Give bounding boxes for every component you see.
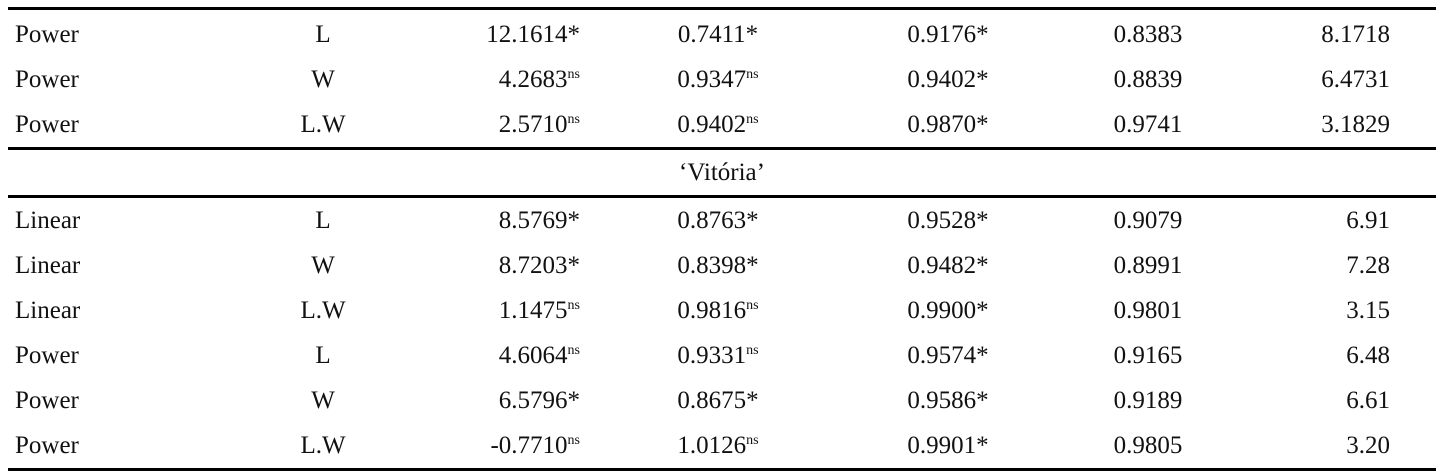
r-cell-value: 0.9482* (907, 252, 989, 279)
coef-a-cell-value: -0.7710 (490, 432, 568, 459)
r-cell (878, 243, 1018, 288)
coef-b-cell-value: 0.9402 (677, 111, 747, 138)
cv-cell-value: 6.48 (1346, 342, 1390, 369)
coef-b-cell (648, 423, 788, 468)
r-cell-value: 0.9586* (907, 387, 989, 414)
coef-a-cell (499, 243, 580, 288)
model-cell (15, 198, 80, 243)
r2-cell-value: 0.9079 (1113, 207, 1183, 234)
model-cell (15, 423, 79, 468)
coef-b-cell-value: 0.8763 (677, 207, 747, 234)
r-cell (878, 423, 1018, 468)
r-cell-value: 0.9528* (907, 207, 989, 234)
cv-cell-value: 6.61 (1346, 387, 1390, 414)
section-2-body (8, 198, 1436, 468)
coef-a-cell-significance: ns (567, 343, 580, 358)
variable-cell (298, 198, 348, 243)
r2-cell (1078, 198, 1218, 243)
coef-b-cell-significance: * (746, 207, 759, 234)
r-cell (878, 12, 1018, 57)
r-cell (878, 288, 1018, 333)
coef-b-cell (648, 288, 788, 333)
coef-b-cell-significance: ns (746, 343, 759, 358)
coef-a-cell-value: 4.2683 (498, 66, 568, 93)
coef-b-cell-significance: ns (746, 298, 759, 313)
coef-a-cell (499, 57, 580, 102)
cv-cell-value: 7.28 (1346, 252, 1390, 279)
coef-a-cell (499, 288, 580, 333)
model-cell (15, 12, 79, 57)
model-cell-value: Power (15, 432, 79, 459)
coef-a-cell-significance: ns (567, 112, 580, 127)
r2-cell-value: 0.8839 (1113, 66, 1183, 93)
model-cell-value: Power (15, 342, 79, 369)
section-1-body (8, 12, 1436, 147)
variable-cell-value: L (315, 207, 331, 234)
table-row (8, 12, 1436, 57)
table-row (8, 378, 1436, 423)
r-cell (878, 378, 1018, 423)
r2-cell (1078, 378, 1218, 423)
r-cell-value: 0.9402* (907, 66, 989, 93)
variable-cell-value: L.W (300, 111, 346, 138)
cultivar-label: ‘Vitória’ (679, 159, 765, 186)
r-cell-value: 0.9901* (907, 432, 989, 459)
cultivar-heading (8, 150, 1436, 195)
cv-cell-value: 3.1829 (1321, 111, 1390, 138)
table-row (8, 243, 1436, 288)
coef-b-cell (648, 198, 788, 243)
variable-cell-value: W (311, 387, 335, 414)
coef-a-cell-value: 12.1614 (486, 21, 568, 48)
variable-cell-value: L.W (300, 432, 346, 459)
table-row (8, 333, 1436, 378)
r2-cell-value: 0.8991 (1113, 252, 1183, 279)
variable-cell-value: W (311, 252, 335, 279)
r-cell (878, 333, 1018, 378)
cv-cell (1321, 102, 1390, 147)
regression-table (8, 0, 1436, 471)
variable-cell (298, 333, 348, 378)
variable-cell-value: L (315, 21, 331, 48)
r2-cell (1078, 12, 1218, 57)
coef-b-cell (648, 12, 788, 57)
coef-a-cell-significance: * (567, 252, 580, 279)
cv-cell-value: 3.15 (1346, 297, 1390, 324)
coef-b-cell (648, 243, 788, 288)
coef-a-cell-significance: ns (567, 67, 580, 82)
r2-cell (1078, 333, 1218, 378)
coef-a-cell (499, 333, 580, 378)
table-row (8, 288, 1436, 333)
r-cell-value: 0.9870* (907, 111, 989, 138)
coef-a-cell (499, 198, 580, 243)
r2-cell (1078, 423, 1218, 468)
coef-a-cell-value: 8.5769 (498, 207, 568, 234)
r2-cell (1078, 102, 1218, 147)
r-cell-value: 0.9900* (907, 297, 989, 324)
coef-b-cell (648, 102, 788, 147)
variable-cell (298, 423, 348, 468)
coef-a-cell-value: 4.6064 (498, 342, 568, 369)
variable-cell (298, 243, 348, 288)
coef-b-cell-value: 0.8675 (677, 387, 747, 414)
r2-cell-value: 0.9741 (1113, 111, 1183, 138)
coef-a-cell (499, 102, 580, 147)
r2-cell-value: 0.9189 (1113, 387, 1183, 414)
model-cell-value: Linear (15, 297, 81, 324)
cv-cell (1346, 288, 1390, 333)
r2-cell (1078, 288, 1218, 333)
variable-cell-value: W (311, 66, 335, 93)
r2-cell-value: 0.9801 (1113, 297, 1183, 324)
model-cell (15, 57, 79, 102)
coef-b-cell-value: 0.9331 (677, 342, 747, 369)
model-cell-value: Power (15, 21, 79, 48)
table-row (8, 102, 1436, 147)
model-cell-value: Power (15, 66, 79, 93)
r2-cell (1078, 57, 1218, 102)
r-cell-value: 0.9574* (907, 342, 989, 369)
cv-cell (1321, 12, 1390, 57)
r-cell (878, 57, 1018, 102)
r-cell (878, 102, 1018, 147)
coef-b-cell (648, 57, 788, 102)
coef-a-cell (486, 12, 580, 57)
cv-cell (1346, 378, 1390, 423)
table-row (8, 198, 1436, 243)
r-cell-value: 0.9176* (907, 21, 989, 48)
coef-b-cell-significance: * (746, 252, 759, 279)
model-cell (15, 102, 79, 147)
coef-a-cell (490, 423, 580, 468)
coef-a-cell-significance: * (567, 21, 580, 48)
coef-b-cell-value: 0.7411 (677, 21, 746, 48)
r2-cell-value: 0.9165 (1113, 342, 1183, 369)
cv-cell (1346, 243, 1390, 288)
cv-cell-value: 3.20 (1346, 432, 1390, 459)
r2-cell-value: 0.9805 (1113, 432, 1183, 459)
coef-a-cell-value: 6.5796 (498, 387, 568, 414)
model-cell-value: Power (15, 111, 79, 138)
coef-a-cell-value: 8.7203 (498, 252, 568, 279)
coef-a-cell (499, 378, 580, 423)
model-cell (15, 378, 79, 423)
coef-b-cell-value: 0.9347 (677, 66, 747, 93)
cv-cell-value: 8.1718 (1321, 21, 1390, 48)
model-cell (15, 333, 79, 378)
cv-cell-value: 6.91 (1346, 207, 1390, 234)
cv-cell (1321, 57, 1390, 102)
model-cell-value: Linear (15, 207, 81, 234)
coef-a-cell-value: 2.5710 (498, 111, 568, 138)
cv-cell (1346, 423, 1390, 468)
coef-b-cell-value: 1.0126 (677, 432, 747, 459)
r-cell (878, 198, 1018, 243)
table-rule-top (8, 7, 1436, 10)
coef-b-cell (648, 333, 788, 378)
model-cell (15, 243, 80, 288)
coef-a-cell-significance: ns (567, 298, 580, 313)
table-row (8, 57, 1436, 102)
r2-cell (1078, 243, 1218, 288)
coef-a-cell-significance: ns (567, 433, 580, 448)
variable-cell-value: L.W (300, 297, 346, 324)
coef-b-cell-significance: ns (746, 112, 759, 127)
variable-cell (298, 288, 348, 333)
model-cell-value: Linear (15, 252, 81, 279)
cv-cell (1346, 198, 1390, 243)
variable-cell (298, 378, 348, 423)
coef-b-cell-significance: ns (746, 67, 759, 82)
coef-b-cell-value: 0.9816 (677, 297, 747, 324)
coef-a-cell-significance: * (567, 387, 580, 414)
variable-cell-value: L (315, 342, 331, 369)
cv-cell (1346, 333, 1390, 378)
table-row (8, 423, 1436, 468)
coef-b-cell-significance: * (746, 387, 759, 414)
cv-cell-value: 6.4731 (1321, 66, 1390, 93)
coef-b-cell (648, 378, 788, 423)
coef-b-cell-significance: * (745, 21, 759, 48)
coef-a-cell-value: 1.1475 (498, 297, 568, 324)
coef-b-cell-significance: ns (746, 433, 759, 448)
variable-cell (298, 57, 348, 102)
coef-b-cell-value: 0.8398 (677, 252, 747, 279)
coef-a-cell-significance: * (567, 207, 580, 234)
variable-cell (298, 102, 348, 147)
model-cell (15, 288, 80, 333)
model-cell-value: Power (15, 387, 79, 414)
variable-cell (298, 12, 348, 57)
r2-cell-value: 0.8383 (1113, 21, 1183, 48)
